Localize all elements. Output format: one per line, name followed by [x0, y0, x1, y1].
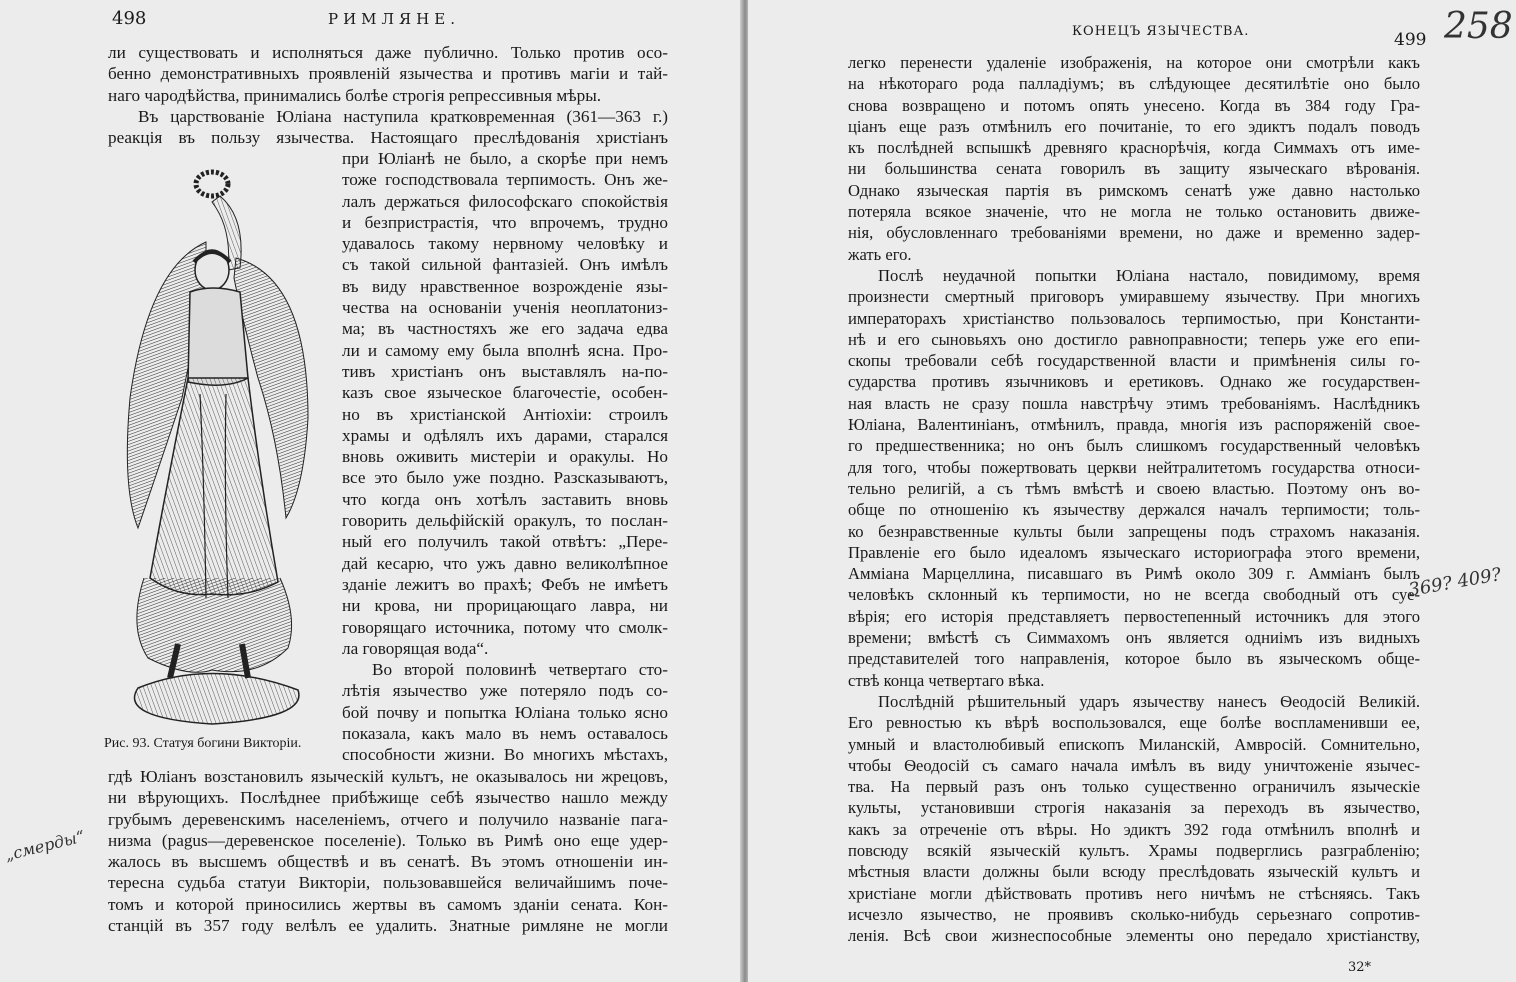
text-line: нѣ и его сыновьяхъ оно достигло равноправности; теперь уже его епи-	[848, 329, 1420, 349]
text-line: исчезло язычество, не проявивъ сколько-нибудь серьезнаго сопротив-	[848, 904, 1420, 924]
text-line: тивъ христіанъ онъ выставлялъ на-по-	[342, 361, 668, 381]
text-line: сударства противъ язычниковъ и еретиковъ. Однако же государствен-	[848, 372, 1420, 392]
text-line: гдѣ Юліанъ возстановилъ языческій культъ, не оказывалось ни жрецовъ,	[108, 767, 668, 786]
text-line: томъ и которой приносились жертвы въ самомъ зданіи сената. Кон-	[108, 894, 668, 914]
text-line: зданіе лежитъ во прахѣ; Фебъ не имѣетъ	[342, 574, 668, 594]
text-line: легко перенести удаленіе изображенія, на которое они смотрѣли какъ	[848, 53, 1420, 72]
text-line: нія, обусловленнаго требованіями времени, но даже и временно задер-	[848, 223, 1420, 243]
text-line: Его ревностью къ вѣрѣ воспользовался, еще болѣе воспламенивши ее,	[848, 713, 1420, 733]
text-line: наго чародѣйства, принимались болѣе строгія репрессивныя мѣры.	[108, 85, 602, 105]
text-line: времени; вмѣстѣ съ Симмахомъ онъ является одниімъ изъ видныхъ	[848, 628, 1420, 648]
text-line: го предшественника; но онъ былъ слишкомъ государственный человѣкъ	[848, 436, 1420, 456]
left-text-wrap	[342, 148, 668, 766]
text-line: жать его.	[848, 244, 912, 264]
text-line: культы, установивши строгія наказанія за переходъ въ язычество,	[848, 798, 1420, 818]
text-line: умный и властолюбивый епископъ Миланскій, Амвросій. Сомнительно,	[848, 734, 1420, 754]
text-line: ни большинства сената говорилъ въ защиту языческаго вѣрованія.	[848, 159, 1420, 179]
handwritten-page-number: 258	[1444, 6, 1513, 47]
left-page-number: 498	[112, 8, 147, 29]
text-line: Юліана, Валентиніанъ, отмѣнилъ, правда, многія изъ распоряженій свое-	[848, 415, 1420, 435]
text-line: Въ царствованіе Юліана наступила кратковременная (361—363 г.)	[138, 106, 668, 126]
text-line: ціанъ еще разъ отмѣнилъ его почитаніе, то его эдиктъ подалъ поводъ	[848, 116, 1420, 136]
text-line: на нѣкотораго рода палладіумъ; въ слѣдующее десятилѣтіе оно было	[848, 74, 1420, 94]
text-line: повсюду всякій языческій культъ. Храмы подверглись разграбленію;	[848, 840, 1420, 860]
text-line: вѣрія; его исторія представляетъ первостепенный источникъ для этого	[848, 606, 1420, 626]
text-line: жалось въ высшемъ обществѣ и въ сенатѣ. Въ этомъ отношеніи ин-	[108, 852, 668, 872]
text-line: ко безнравственные культы были запрещены подъ страхомъ наказанія.	[848, 521, 1420, 541]
text-line: говорить дельфійскій оракулъ, то послан-	[342, 511, 668, 531]
text-line: Амміана Марцеллина, писавшаго въ Римѣ около 309 г. Амміанъ былъ	[848, 564, 1420, 584]
left-text-bottom	[108, 766, 668, 936]
text-line: реакція въ пользу язычества. Настоящаго преслѣдованія христіанъ	[108, 128, 668, 148]
text-line: казъ свое языческое благочестіе, особен-	[342, 383, 668, 403]
text-line: христіане могли дѣйствовать противъ него ничѣмъ не стѣсняясь. Такъ	[848, 883, 1420, 903]
text-line: какъ за отреченіе отъ вѣры. Но эдиктъ 392 года отмѣнилъ вполнѣ и	[848, 819, 1420, 839]
right-margin-note: 369? 409?	[1406, 564, 1503, 601]
text-line: ни вѣрующихъ. Послѣднее прибѣжище себѣ язычество нашло между	[108, 788, 668, 808]
left-text-top	[108, 42, 668, 148]
text-line: дай кесарю, что ужъ давно великолѣпное	[342, 553, 668, 573]
text-line: Во второй половинѣ четвертаго сто-	[372, 660, 668, 680]
right-text	[848, 52, 1420, 946]
left-page	[0, 0, 742, 982]
text-line: снова возвращено и потомъ опять унесено. Когда въ 384 году Гра-	[848, 95, 1420, 115]
text-line: чтобы Ѳеодосій съ самаго начала имѣлъ въ виду уничтоженіе язычес-	[848, 755, 1420, 775]
figure-caption: Рис. 93. Статуя богини Викторіи.	[104, 736, 302, 751]
text-line: храмы и одѣлялъ ихъ дарами, старался	[342, 425, 668, 445]
text-line: тельно религій, а съ тѣмъ вмѣстѣ и своею властью. Поэтому онъ во-	[848, 478, 1420, 498]
text-line: бенно демонстративныхъ проявленій язычества и противъ магіи и тай-	[108, 64, 668, 84]
text-line: въ виду нравственное возрожденіе язы-	[342, 276, 668, 296]
text-line: Правленіе его было идеаломъ языческаго историографа этого времени,	[848, 542, 1420, 562]
text-line: тересна судьба статуи Викторіи, пользовавшейся величайшимъ поче-	[108, 873, 668, 893]
text-line: при Юліанѣ не было, а скорѣе при немъ	[342, 149, 668, 168]
text-line: что когда онъ хотѣлъ заставить вновь	[342, 489, 668, 509]
left-margin-note: „смерды“	[2, 826, 87, 865]
text-line: лалъ держаться философскаго спокойствія	[342, 191, 668, 211]
text-line: ли существовать и исполняться даже публично. Только против осо-	[108, 43, 668, 62]
text-line: человѣкъ склонный къ терпимости, но не всегда свободный отъ суе-	[848, 585, 1420, 605]
text-line: Послѣдній рѣшительный ударъ язычеству нанесъ Ѳеодосій Великій.	[878, 691, 1420, 711]
text-line: обще по отношенію къ язычеству держался началъ терпимости; толь-	[848, 500, 1420, 520]
text-line: къ послѣдней вспышкѣ древняго краснорѣчія, когда Симмахъ отъ име-	[848, 138, 1420, 158]
text-line: грубымъ деревенскимъ населеніемъ, отчего и получило названіе пага-	[108, 809, 668, 829]
right-running-head: КОНЕЦЪ ЯЗЫЧЕСТВА.	[1072, 24, 1250, 39]
text-line: вновь оживить мистеріи и оракулы. Но	[342, 447, 668, 467]
text-line: но въ христіанской Антіохіи: строилъ	[342, 404, 668, 424]
text-line: низма (pagus—деревенское поселеніе). Только въ Римѣ оно еще удер-	[108, 830, 668, 850]
text-line: Однако языческая партія въ римскомъ сенатѣ уже давно настолько	[848, 180, 1420, 200]
text-line: ли и самому ему была вполнѣ ясна. Про-	[342, 340, 668, 360]
text-line: способности жизни. Во многихъ мѣстахъ,	[342, 745, 668, 765]
text-line: лѣтія язычество уже потеряло подъ со-	[342, 681, 668, 701]
text-line: потеряла всякое значеніе, что не могла не только остановить движе-	[848, 202, 1420, 222]
text-line: представителей того направленія, которое было въ языческомъ обще-	[848, 649, 1420, 669]
text-line: говорящаго источника, потому что смолк-	[342, 617, 668, 637]
text-line: тва. На первый разъ онъ только существенно ограничилъ языческіе	[848, 777, 1420, 797]
right-page-number: 499	[1394, 30, 1427, 50]
text-line: чества на основаніи ученія неоплатониз-	[342, 298, 668, 318]
text-line: и безпристрастія, что впрочемъ, трудно	[342, 212, 668, 232]
text-line: ная власть не сразу пошла навстрѣчу этимъ требованіямъ. Наслѣдникъ	[848, 393, 1420, 413]
text-line: императорахъ христіанство пользовалось терпимостью, при Константи-	[848, 308, 1420, 328]
text-line: скопы требовали себѣ государственной власти и примѣненія силы го-	[848, 351, 1420, 371]
text-line: удавалось такому нервному человѣку и	[342, 234, 668, 254]
text-line: ма; въ частностяхъ же его задача едва	[342, 319, 668, 339]
text-line: тоже господствовала терпимость. Онъ же-	[342, 170, 668, 190]
text-line: бой почву и попытка Юліана только ясно	[342, 702, 668, 722]
text-line: ный его получилъ такой отвѣтъ: „Пере-	[342, 532, 668, 552]
text-line: ла говорящая вода“.	[342, 638, 489, 658]
right-page	[748, 0, 1516, 982]
text-line: ствѣ конца четвертаго вѣка.	[848, 670, 1045, 690]
signature-mark: 32*	[1348, 960, 1372, 975]
text-line: произнести смертный приговоръ умиравшему язычеству. При многихъ	[848, 287, 1420, 307]
text-line: ни крова, ни прорицающаго лавра, ни	[342, 596, 668, 616]
text-line: все это было уже поздно. Разсказываютъ,	[342, 468, 668, 488]
text-line: мѣстныя власти должны были всюду преслѣдовать языческій культъ и	[848, 862, 1420, 882]
text-line: съ такой сильной фантазіей. Онъ имѣлъ	[342, 255, 668, 275]
victoria-statue-illustration	[108, 158, 344, 726]
text-line: Послѣ неудачной попытки Юліана настало, повидимому, время	[878, 265, 1420, 285]
text-line: станцій въ 357 году велѣлъ ее удалить. Знатные римляне не могли	[108, 916, 668, 936]
text-line: ленія. Всѣ свои жизнеспособные элементы оно передало христіанству,	[848, 926, 1420, 946]
text-line: для того, чтобы пожертвовать церкви нейтралитетомъ государства относи-	[848, 457, 1420, 477]
left-running-head: РИМЛЯНЕ.	[328, 10, 460, 28]
text-line: показала, какъ мало въ немъ оставалось	[342, 724, 668, 744]
